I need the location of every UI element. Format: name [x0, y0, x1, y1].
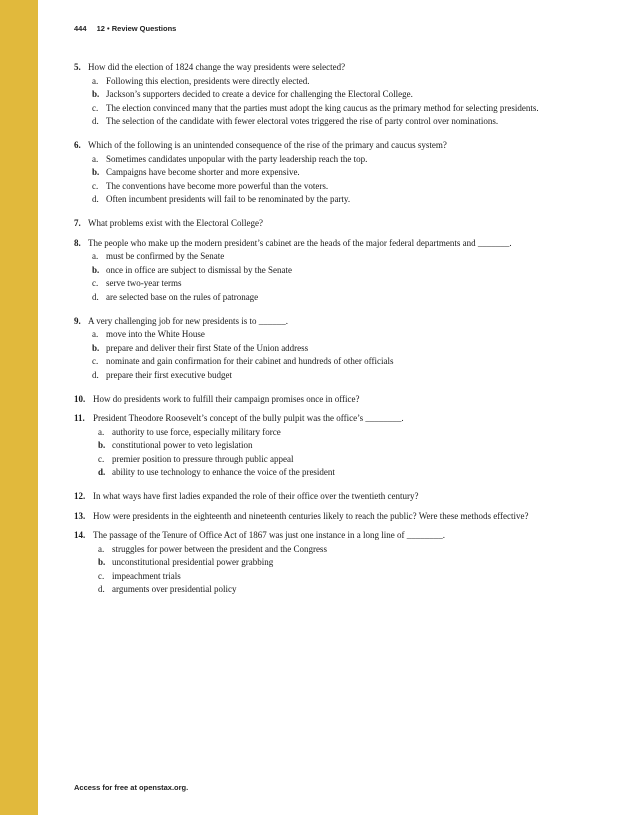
- option-letter: a.: [92, 251, 99, 261]
- question-stem: [74, 412, 554, 426]
- answer-options: [74, 426, 554, 480]
- option-letter: c.: [92, 356, 99, 366]
- option-letter: b.: [98, 440, 106, 450]
- option-text: struggles for power between the president and the Congress: [112, 543, 327, 554]
- question-text: Which of the following is an unintended consequence of the rise of the primary and caucus system?: [88, 140, 447, 150]
- question-number: 7.: [74, 218, 81, 228]
- option-letter: b.: [92, 264, 100, 275]
- question-stem: [74, 139, 554, 153]
- question-stem: [74, 529, 554, 543]
- option-letter: c.: [92, 278, 99, 288]
- option-text: serve two-year terms: [106, 278, 182, 288]
- option-text: Campaigns have become shorter and more expensive.: [106, 167, 300, 177]
- question-text: What problems exist with the Electoral College?: [88, 218, 263, 228]
- question-stem: [74, 315, 554, 329]
- question-number: 9.: [74, 315, 81, 326]
- option-a: [74, 328, 554, 342]
- option-b: [74, 439, 554, 453]
- option-b: [74, 264, 554, 278]
- option-letter: c.: [92, 102, 99, 113]
- question-12: [74, 490, 554, 504]
- option-d: [74, 583, 554, 597]
- option-text: The conventions have become more powerful than the voters.: [106, 180, 329, 191]
- question-stem: [74, 61, 554, 75]
- option-b: [74, 342, 554, 356]
- option-text: Following this election, presidents were directly elected.: [106, 75, 310, 86]
- option-letter: b.: [92, 342, 100, 353]
- option-text: unconstitutional presidential power grabbing: [112, 557, 274, 567]
- option-letter: b.: [92, 89, 100, 99]
- review-questions: [74, 61, 554, 597]
- option-text: The election convinced many that the parties must adopt the king caucus as the primary method for selecting presidents.: [106, 102, 539, 113]
- option-letter: a.: [92, 153, 99, 164]
- answer-options: [74, 250, 554, 304]
- option-text: must be confirmed by the Senate: [106, 251, 225, 261]
- question-number: 6.: [74, 140, 81, 150]
- question-stem: [74, 217, 554, 231]
- option-d: [74, 193, 554, 207]
- question-text: In what ways have first ladies expanded the role of their office over the twentieth century?: [93, 491, 419, 501]
- option-letter: c.: [92, 180, 99, 191]
- option-letter: b.: [92, 167, 100, 177]
- option-d: [74, 291, 554, 305]
- question-text: President Theodore Roosevelt’s concept of the bully pulpit was the office’s ________.: [93, 413, 404, 423]
- option-b: [74, 88, 554, 102]
- option-d: [74, 466, 554, 480]
- option-text: premier position to pressure through public appeal: [112, 453, 294, 464]
- question-stem: [74, 490, 554, 504]
- option-letter: d.: [98, 584, 105, 594]
- question-text: How did the election of 1824 change the way presidents were selected?: [88, 62, 346, 72]
- option-text: once in office are subject to dismissal by the Senate: [106, 264, 293, 275]
- question-number: 10.: [74, 393, 86, 404]
- option-letter: a.: [98, 543, 105, 554]
- page-number: 444: [74, 24, 87, 33]
- option-text: move into the White House: [106, 329, 205, 339]
- option-letter: a.: [92, 329, 99, 339]
- question-11: [74, 412, 554, 480]
- chapter-color-stripe: [0, 0, 38, 815]
- option-text: Often incumbent presidents will fail to be renominated by the party.: [106, 194, 351, 204]
- option-c: [74, 355, 554, 369]
- option-text: Jackson’s supporters decided to create a device for challenging the Electoral College.: [106, 89, 413, 99]
- question-9: [74, 315, 554, 383]
- question-text: The people who make up the modern president’s cabinet are the heads of the major federal departments and _______.: [88, 237, 512, 248]
- answer-options: [74, 543, 554, 597]
- question-stem: [74, 510, 554, 524]
- running-header: [74, 24, 176, 33]
- option-a: [74, 250, 554, 264]
- question-text: How were presidents in the eighteenth and nineteenth centuries likely to reach the public? Were these methods effective?: [93, 510, 529, 521]
- option-text: prepare their first executive budget: [106, 369, 232, 380]
- option-letter: c.: [98, 570, 105, 581]
- question-text: The passage of the Tenure of Office Act of 1867 was just one instance in a long line of ________.: [93, 530, 445, 540]
- option-a: [74, 153, 554, 167]
- question-5: [74, 61, 554, 129]
- question-text: A very challenging job for new presidents is to ______.: [88, 315, 288, 326]
- option-text: Sometimes candidates unpopular with the party leadership reach the top.: [106, 153, 368, 164]
- option-d: [74, 115, 554, 129]
- option-text: The selection of the candidate with fewer electoral votes triggered the rise of party control over nominations.: [106, 116, 499, 126]
- question-number: 11.: [74, 413, 85, 423]
- option-text: arguments over presidential policy: [112, 584, 237, 594]
- question-10: [74, 393, 554, 407]
- option-a: [74, 75, 554, 89]
- question-14: [74, 529, 554, 597]
- option-c: [74, 453, 554, 467]
- question-text: How do presidents work to fulfill their campaign promises once in office?: [93, 393, 360, 404]
- option-text: ability to use technology to enhance the voice of the president: [112, 467, 335, 477]
- option-c: [74, 180, 554, 194]
- option-a: [74, 426, 554, 440]
- answer-options: [74, 328, 554, 382]
- option-b: [74, 166, 554, 180]
- question-number: 8.: [74, 237, 81, 248]
- question-number: 14.: [74, 530, 86, 540]
- question-number: 13.: [74, 510, 86, 521]
- option-text: impeachment trials: [112, 570, 181, 581]
- option-letter: d.: [98, 467, 106, 477]
- question-stem: [74, 237, 554, 251]
- option-c: [74, 102, 554, 116]
- question-6: [74, 139, 554, 207]
- question-8: [74, 237, 554, 305]
- option-c: [74, 570, 554, 584]
- chapter-title: 12 • Review Questions: [96, 24, 177, 33]
- option-text: are selected base on the rules of patronage: [106, 291, 259, 302]
- option-letter: d.: [92, 194, 99, 204]
- option-letter: d.: [92, 369, 99, 380]
- option-letter: c.: [98, 453, 105, 464]
- option-text: constitutional power to veto legislation: [112, 440, 253, 450]
- question-7: [74, 217, 554, 231]
- question-number: 12.: [74, 491, 86, 501]
- option-text: authority to use force, especially military force: [112, 426, 281, 437]
- option-letter: d.: [92, 291, 99, 302]
- question-stem: [74, 393, 554, 407]
- answer-options: [74, 153, 554, 207]
- option-letter: d.: [92, 116, 99, 126]
- option-text: prepare and deliver their first State of the Union address: [106, 342, 309, 353]
- option-b: [74, 556, 554, 570]
- option-text: nominate and gain confirmation for their cabinet and hundreds of other officials: [106, 356, 394, 366]
- answer-options: [74, 75, 554, 129]
- option-d: [74, 369, 554, 383]
- question-number: 5.: [74, 62, 81, 72]
- question-13: [74, 510, 554, 524]
- option-letter: b.: [98, 557, 106, 567]
- option-c: [74, 277, 554, 291]
- option-a: [74, 543, 554, 557]
- footer-access-note: Access for free at openstax.org.: [74, 783, 189, 792]
- option-letter: a.: [92, 75, 99, 86]
- option-letter: a.: [98, 426, 105, 437]
